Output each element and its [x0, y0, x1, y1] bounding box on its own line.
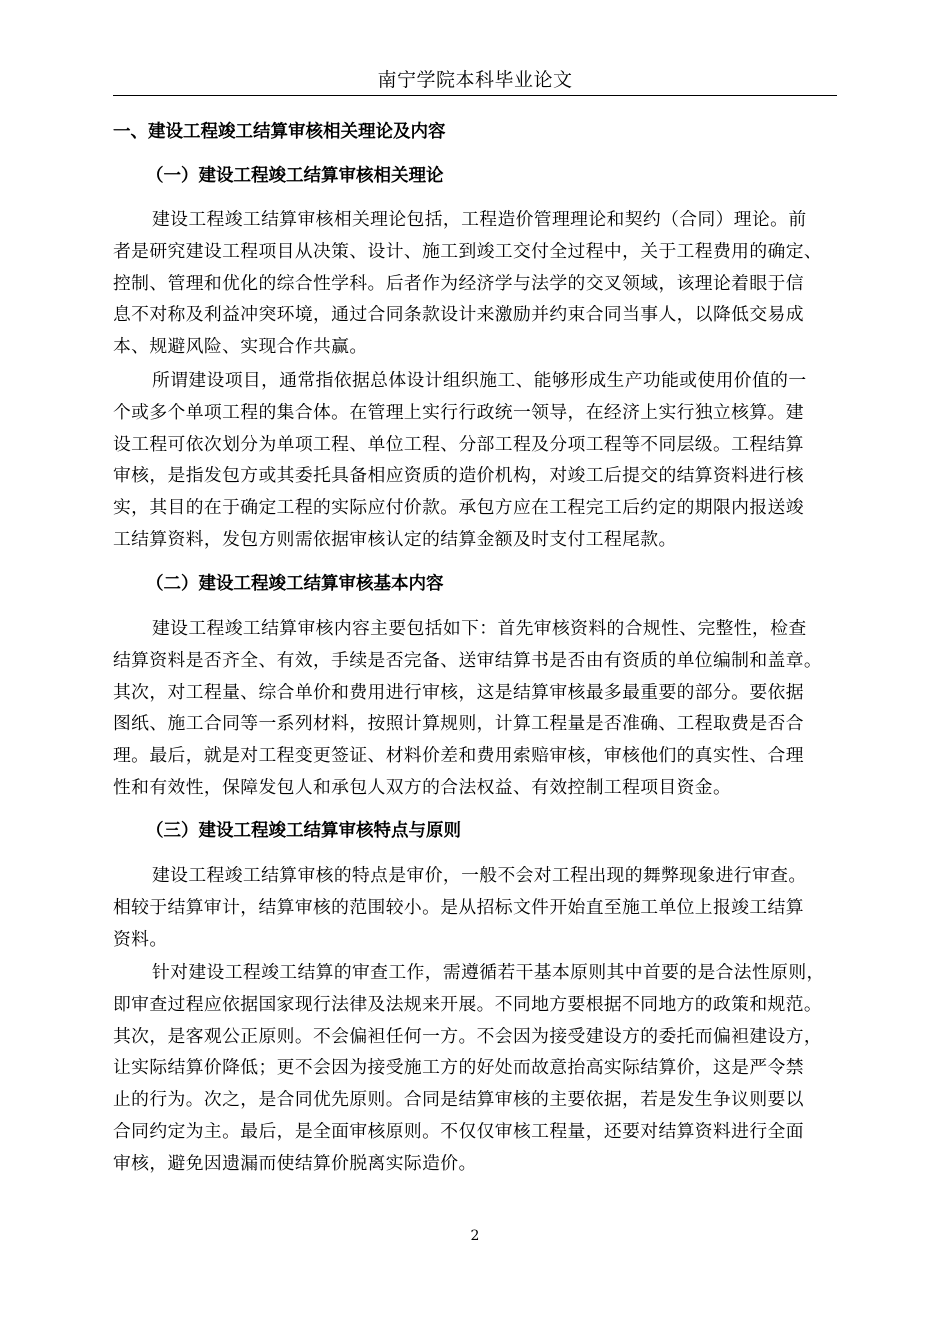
- paragraph-line: 建设工程竣工结算审核的特点是审价，一般不会对工程出现的舞弊现象进行审查。: [152, 865, 807, 886]
- paragraph-principles: [113, 957, 837, 1180]
- paragraph-line: 建设工程竣工结算审核相关理论包括，工程造价管理理论和契约（合同）理论。前: [152, 209, 807, 230]
- paragraph-line: 图纸、施工合同等一系列材料，按照计算规则，计算工程量是否准确、工程取费是否合: [113, 713, 804, 735]
- subsection-heading-1: （一）建设工程竣工结算审核相关理论: [146, 166, 444, 186]
- paragraph-line: 工结算资料，发包方则需依据审核认定的结算金额及时支付工程尾款。: [113, 528, 677, 550]
- subsection-heading-3: （三）建设工程竣工结算审核特点与原则: [146, 821, 461, 841]
- paragraph-line: 让实际结算价降低；更不会因为接受施工方的好处而故意抬高实际结算价，这是严令禁: [113, 1057, 804, 1079]
- paragraph-line: 合同约定为主。最后，是全面审核原则。不仅仅审核工程量，还要对结算资料进行全面: [113, 1120, 804, 1142]
- paragraph-basic-content: [113, 613, 837, 804]
- paragraph-line: 审核，是指发包方或其委托具备相应资质的造价机构，对竣工后提交的结算资料进行核: [113, 465, 804, 487]
- subsection-heading-2: （二）建设工程竣工结算审核基本内容: [146, 574, 444, 594]
- paragraph-line: 实，其目的在于确定工程的实际应付价款。承包方应在工程完工后约定的期限内报送竣: [113, 497, 804, 519]
- paragraph-line: 审核，避免因遗漏而使结算价脱离实际造价。: [113, 1152, 477, 1174]
- paragraph-line: 其次，对工程量、综合单价和费用进行审核，这是结算审核最多最重要的部分。要依据: [113, 681, 804, 703]
- paragraph-line: 息不对称及利益冲突环境，通过合同条款设计来激励并约束合同当事人，以降低交易成: [113, 304, 804, 326]
- paragraph-line: 者是研究建设工程项目从决策、设计、施工到竣工交付全过程中，关于工程费用的确定、: [113, 240, 823, 262]
- paragraph-line: 结算资料是否齐全、有效，手续是否完备、送审结算书是否由有资质的单位编制和盖章。: [113, 649, 823, 671]
- page-header-title: 南宁学院本科毕业论文: [377, 69, 573, 91]
- paragraph-line: 本、规避风险、实现合作共赢。: [113, 336, 368, 358]
- paragraph-theory: [113, 204, 837, 363]
- paragraph-project-definition: [113, 365, 837, 556]
- paragraph-line: 性和有效性，保障发包人和承包人双方的合法权益、有效控制工程项目资金。: [113, 776, 732, 798]
- header-divider: [113, 95, 837, 96]
- paragraph-line: 理。最后，就是对工程变更签证、材料价差和费用索赔审核，审核他们的真实性、合理: [113, 745, 804, 767]
- paragraph-line: 其次，是客观公正原则。不会偏袒任何一方。不会因为接受建设方的委托而偏袒建设方，: [113, 1025, 823, 1047]
- paragraph-line: 建设工程竣工结算审核内容主要包括如下：首先审核资料的合规性、完整性，检查: [152, 618, 807, 639]
- paragraph-line: 控制、管理和优化的综合性学科。后者作为经济学与法学的交叉领域，该理论着眼于信: [113, 272, 804, 294]
- paragraph-line: 止的行为。次之，是合同优先原则。合同是结算审核的主要依据，若是发生争议则要以: [113, 1089, 804, 1111]
- paragraph-line: 针对建设工程竣工结算的审查工作，需遵循若干基本原则其中首要的是合法性原则，: [152, 962, 825, 983]
- paragraph-characteristics: [113, 860, 837, 955]
- paragraph-line: 个或多个单项工程的集合体。在管理上实行行政统一领导，在经济上实行独立核算。建: [113, 401, 804, 423]
- paragraph-line: 所谓建设项目，通常指依据总体设计组织施工、能够形成生产功能或使用价值的一: [152, 370, 807, 391]
- section-heading: 一、建设工程竣工结算审核相关理论及内容: [113, 122, 446, 142]
- page-number: 2: [470, 1228, 480, 1244]
- paragraph-line: 即审查过程应依据国家现行法律及法规来开展。不同地方要根据不同地方的政策和规范。: [113, 993, 823, 1015]
- paragraph-line: 相较于结算审计，结算审核的范围较小。是从招标文件开始直至施工单位上报竣工结算: [113, 896, 804, 918]
- paragraph-line: 资料。: [113, 928, 168, 950]
- paragraph-line: 设工程可依次划分为单项工程、单位工程、分部工程及分项工程等不同层级。工程结算: [113, 433, 804, 455]
